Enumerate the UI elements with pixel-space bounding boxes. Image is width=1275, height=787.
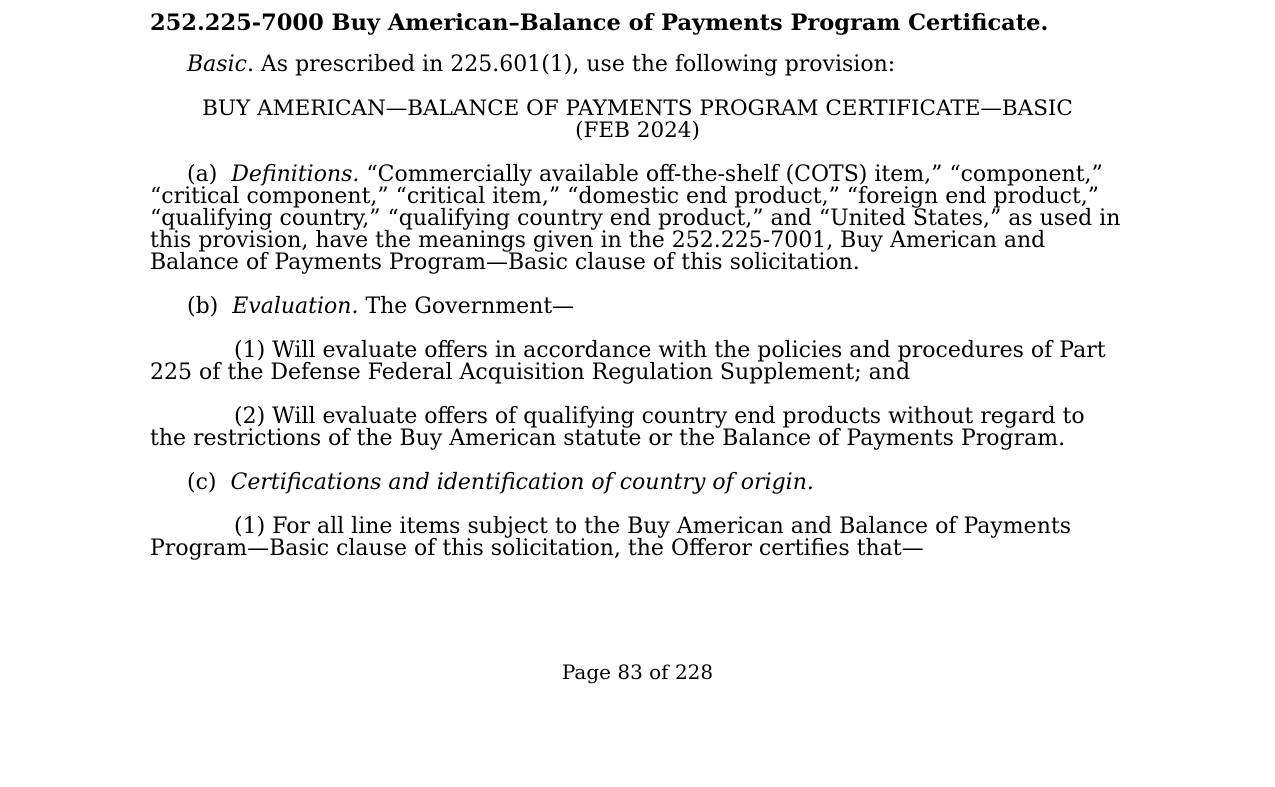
- paragraph-b-text: The Government—: [358, 294, 575, 319]
- paragraph-a-marker: (a): [187, 162, 232, 187]
- provision-title: [150, 98, 1125, 142]
- paragraph-b-label: Evaluation.: [232, 294, 359, 319]
- provision-title-line2: (FEB 2024): [575, 118, 700, 143]
- paragraph-a-label: Definitions.: [231, 162, 360, 187]
- intro-paragraph: [150, 54, 1125, 76]
- provision-title-line1: BUY AMERICAN—BALANCE OF PAYMENTS PROGRAM CERTIFICATE—BASIC: [202, 96, 1073, 121]
- paragraph-b: [150, 296, 1125, 318]
- paragraph-a: [150, 164, 1125, 274]
- paragraph-a-text: “Commercially available off-the-shelf (COTS) item,” “component,” “critical component,” “critical item,” “domestic end product,” “foreign end product,” “qualifying country,” “qualifying country end product,” and “United States,” as used in this provision, have the meanings given in the 252.225-7001, Buy American and Balance of Payments Program—Basic clause of this solicitation.: [150, 162, 1121, 275]
- paragraph-b2: (2) Will evaluate offers of qualifying country end products without regard to the restrictions of the Buy American statute or the Balance of Payments Program.: [150, 404, 1085, 451]
- intro-text: . As prescribed in 225.601(1), use the following provision:: [246, 52, 896, 77]
- section-heading: 252.225-7000 Buy American–Balance of Payments Program Certificate.: [150, 10, 1049, 36]
- paragraph-c-marker: (c): [187, 470, 231, 495]
- document-page: [150, 10, 1125, 582]
- page-number: Page 83 of 228: [561, 660, 714, 684]
- paragraph-c: [150, 472, 1125, 494]
- paragraph-c-label: Certifications and identification of country of origin.: [230, 470, 814, 495]
- paragraph-c1: (1) For all line items subject to the Buy American and Balance of Payments Program—Basic clause of this solicitation, the Offeror certifies that—: [150, 514, 1071, 561]
- paragraph-b-marker: (b): [187, 294, 233, 319]
- intro-label: Basic: [187, 52, 247, 77]
- paragraph-b1: (1) Will evaluate offers in accordance with the policies and procedures of Part 225 of the Defense Federal Acquisition Regulation Supplement; and: [150, 338, 1106, 385]
